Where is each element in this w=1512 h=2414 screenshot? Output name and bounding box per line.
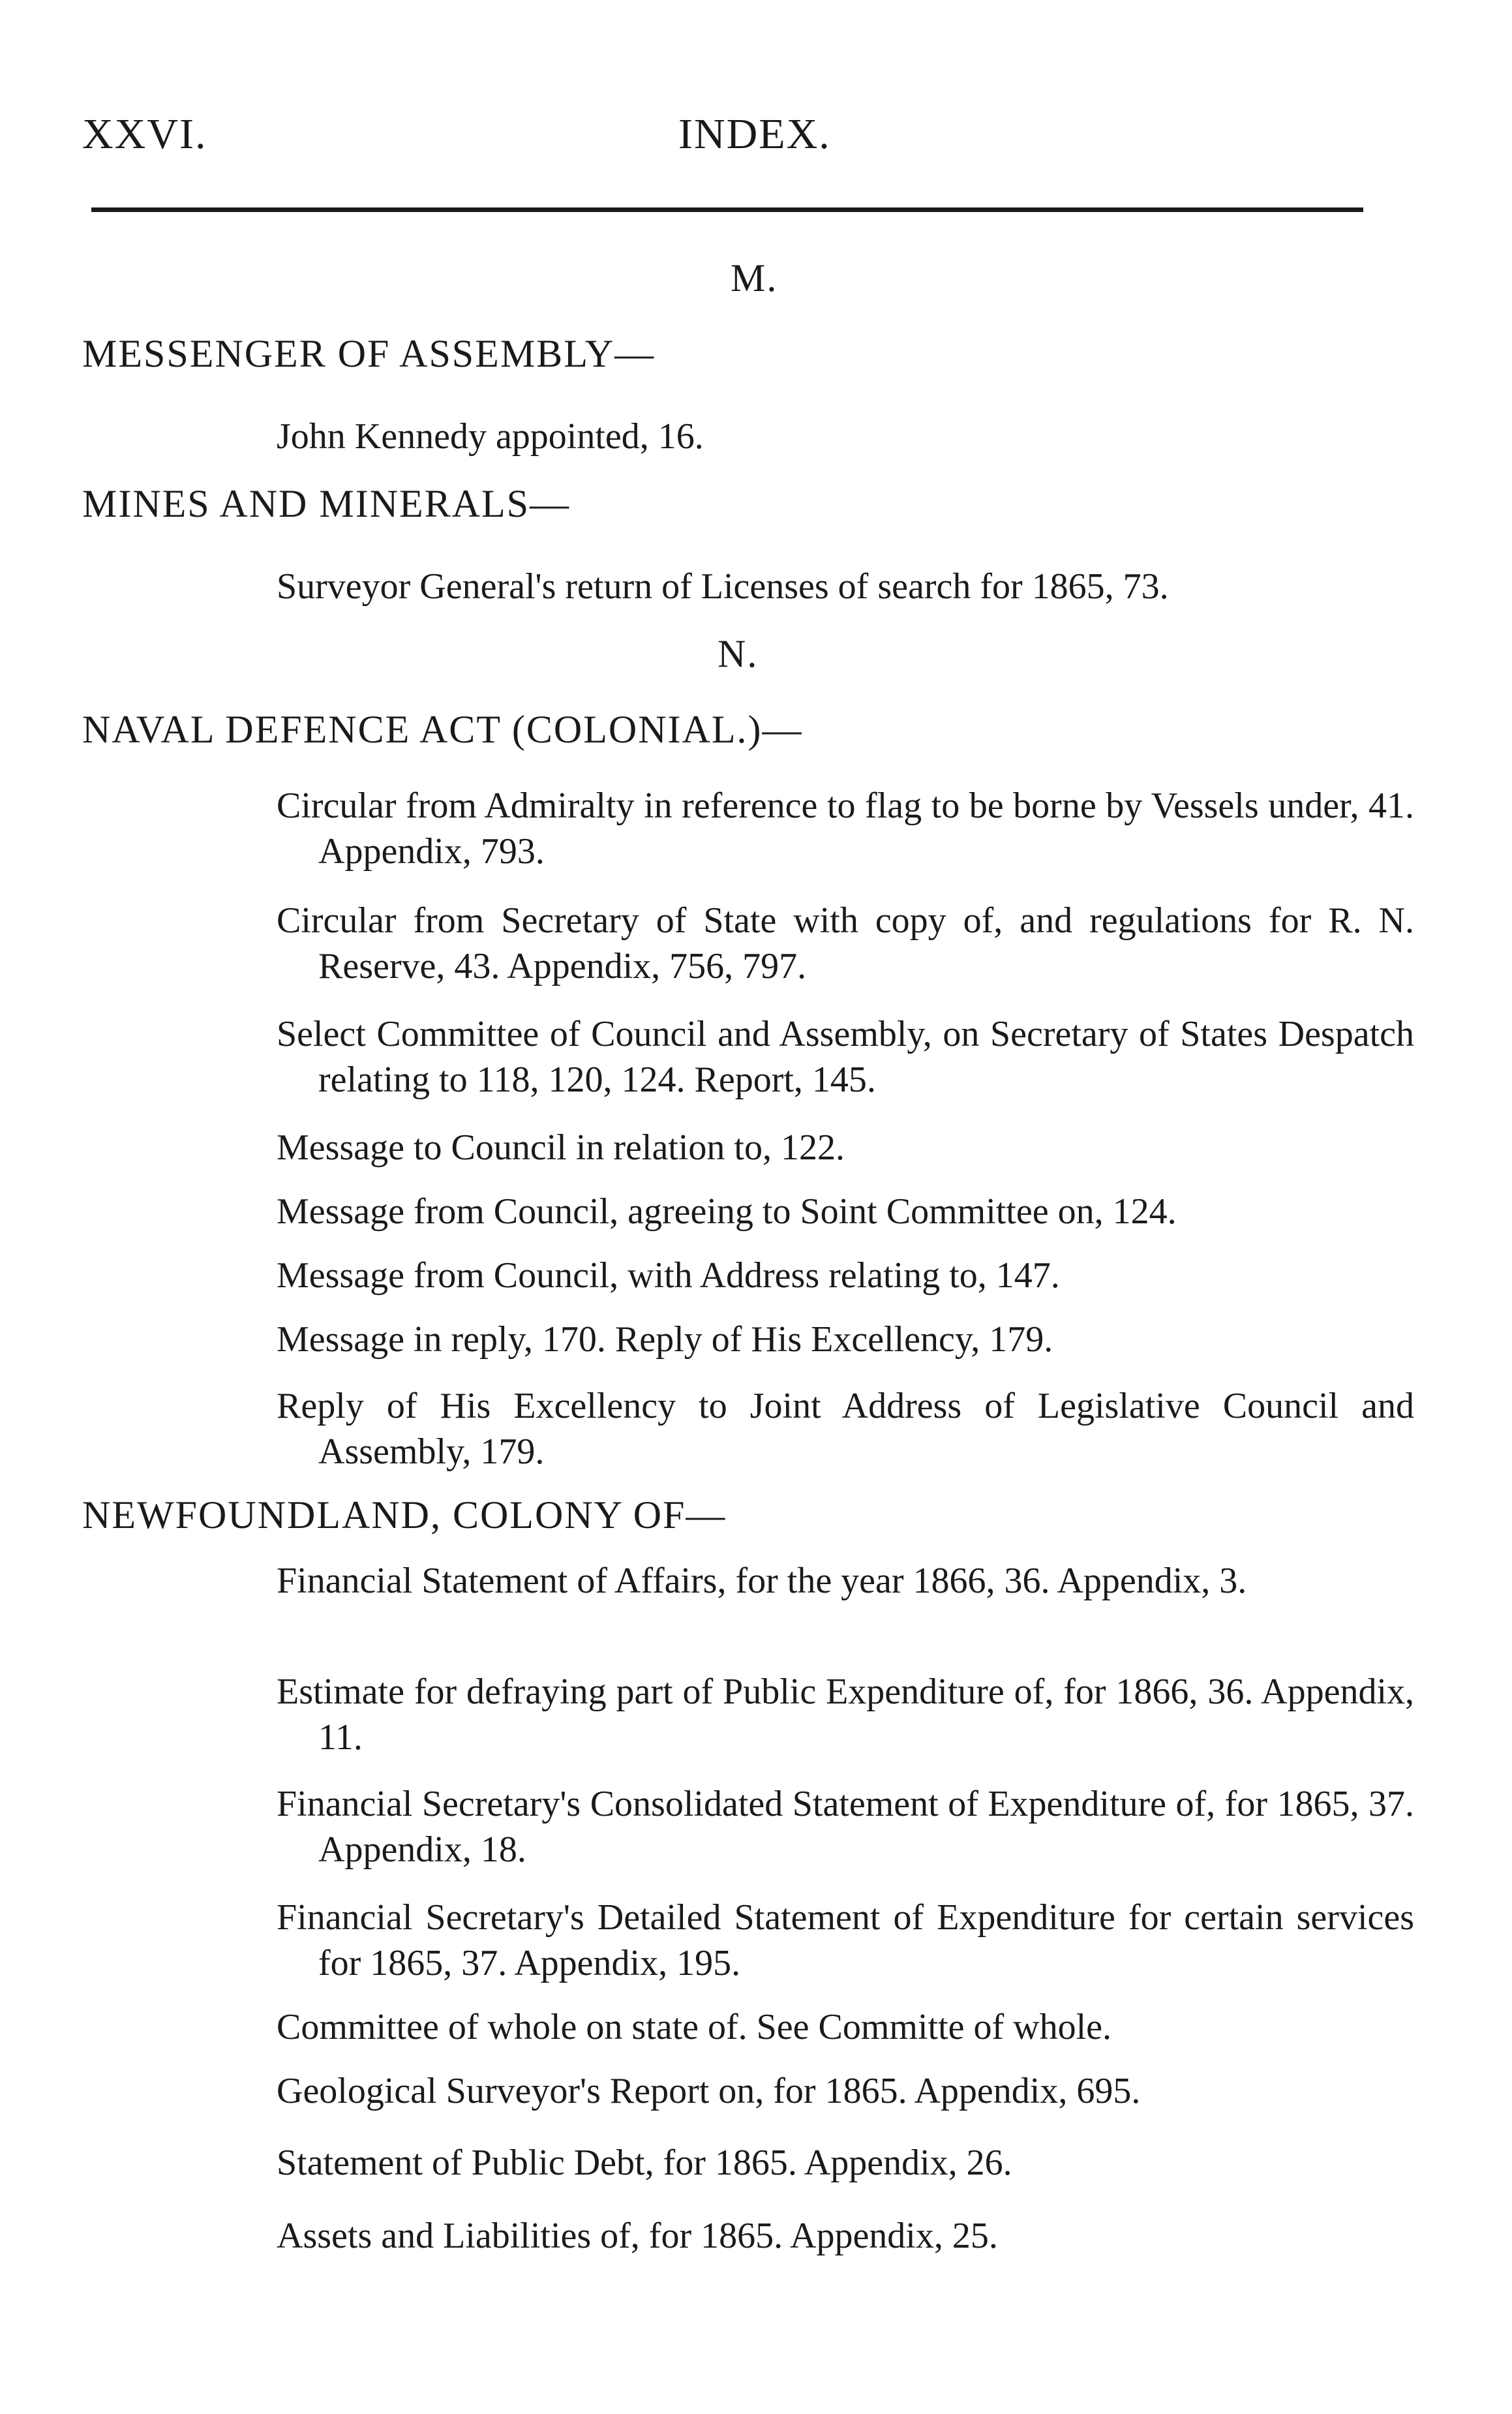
index-entry: Message in reply, 170. Reply of His Excellency, 179. (277, 1319, 1053, 1360)
header-rule (91, 207, 1363, 212)
index-entry: Committee of whole on state of. See Committe of whole. (277, 2007, 1111, 2047)
index-entry: Circular from Admiralty in reference to flag to be borne by Vessels under, 41. Appendix, 793. (277, 786, 1414, 872)
index-entry: Message to Council in relation to, 122. (277, 1127, 845, 1168)
section-letter-m: M. (731, 256, 778, 299)
page-number: XXVI. (82, 110, 207, 158)
index-entry: Estimate for defraying part of Public Expenditure of, for 1866, 36. Appendix, 11. (277, 1672, 1414, 1758)
heading-messenger-of-assembly: MESSENGER OF ASSEMBLY— (82, 332, 656, 375)
heading-naval-defence-act: NAVAL DEFENCE ACT (COLONIAL.)— (82, 708, 803, 751)
index-entry: Select Committee of Council and Assembly, on Secretary of States Despatch relating to 118, 120, 124. Report, 145. (277, 1014, 1414, 1100)
index-entry: Financial Statement of Affairs, for the year 1866, 36. Appendix, 3. (277, 1561, 1247, 1601)
index-entry: Surveyor General's return of Licenses of search for 1865, 73. (277, 566, 1169, 607)
index-entry: Financial Secretary's Detailed Statement of Expenditure for certain services for 1865, 37. Appendix, 195. (277, 1897, 1414, 1983)
section-letter-n: N. (718, 632, 759, 675)
index-entry: Financial Secretary's Consolidated Statement of Expenditure of, for 1865, 37. Appendix, 18. (277, 1784, 1414, 1870)
index-entry: Assets and Liabilities of, for 1865. Appendix, 25. (277, 2216, 998, 2256)
index-entry: Reply of His Excellency to Joint Address of Legislative Council and Assembly, 179. (277, 1386, 1414, 1472)
heading-newfoundland-colony-of: NEWFOUNDLAND, COLONY OF— (82, 1493, 727, 1536)
index-entry: John Kennedy appointed, 16. (277, 416, 704, 457)
page-title: INDEX. (678, 110, 831, 158)
index-entry: Statement of Public Debt, for 1865. Appendix, 26. (277, 2143, 1012, 2183)
index-entry: Geological Surveyor's Report on, for 1865. Appendix, 695. (277, 2071, 1141, 2111)
heading-mines-and-minerals: MINES AND MINERALS— (82, 482, 571, 525)
index-entry: Message from Council, agreeing to Soint Committee on, 124. (277, 1191, 1177, 1232)
running-head (82, 110, 1387, 168)
index-entry: Circular from Secretary of State with copy of, and regulations for R. N. Reserve, 43. Appendix, 756, 797. (277, 900, 1414, 986)
index-entry: Message from Council, with Address relating to, 147. (277, 1255, 1060, 1296)
